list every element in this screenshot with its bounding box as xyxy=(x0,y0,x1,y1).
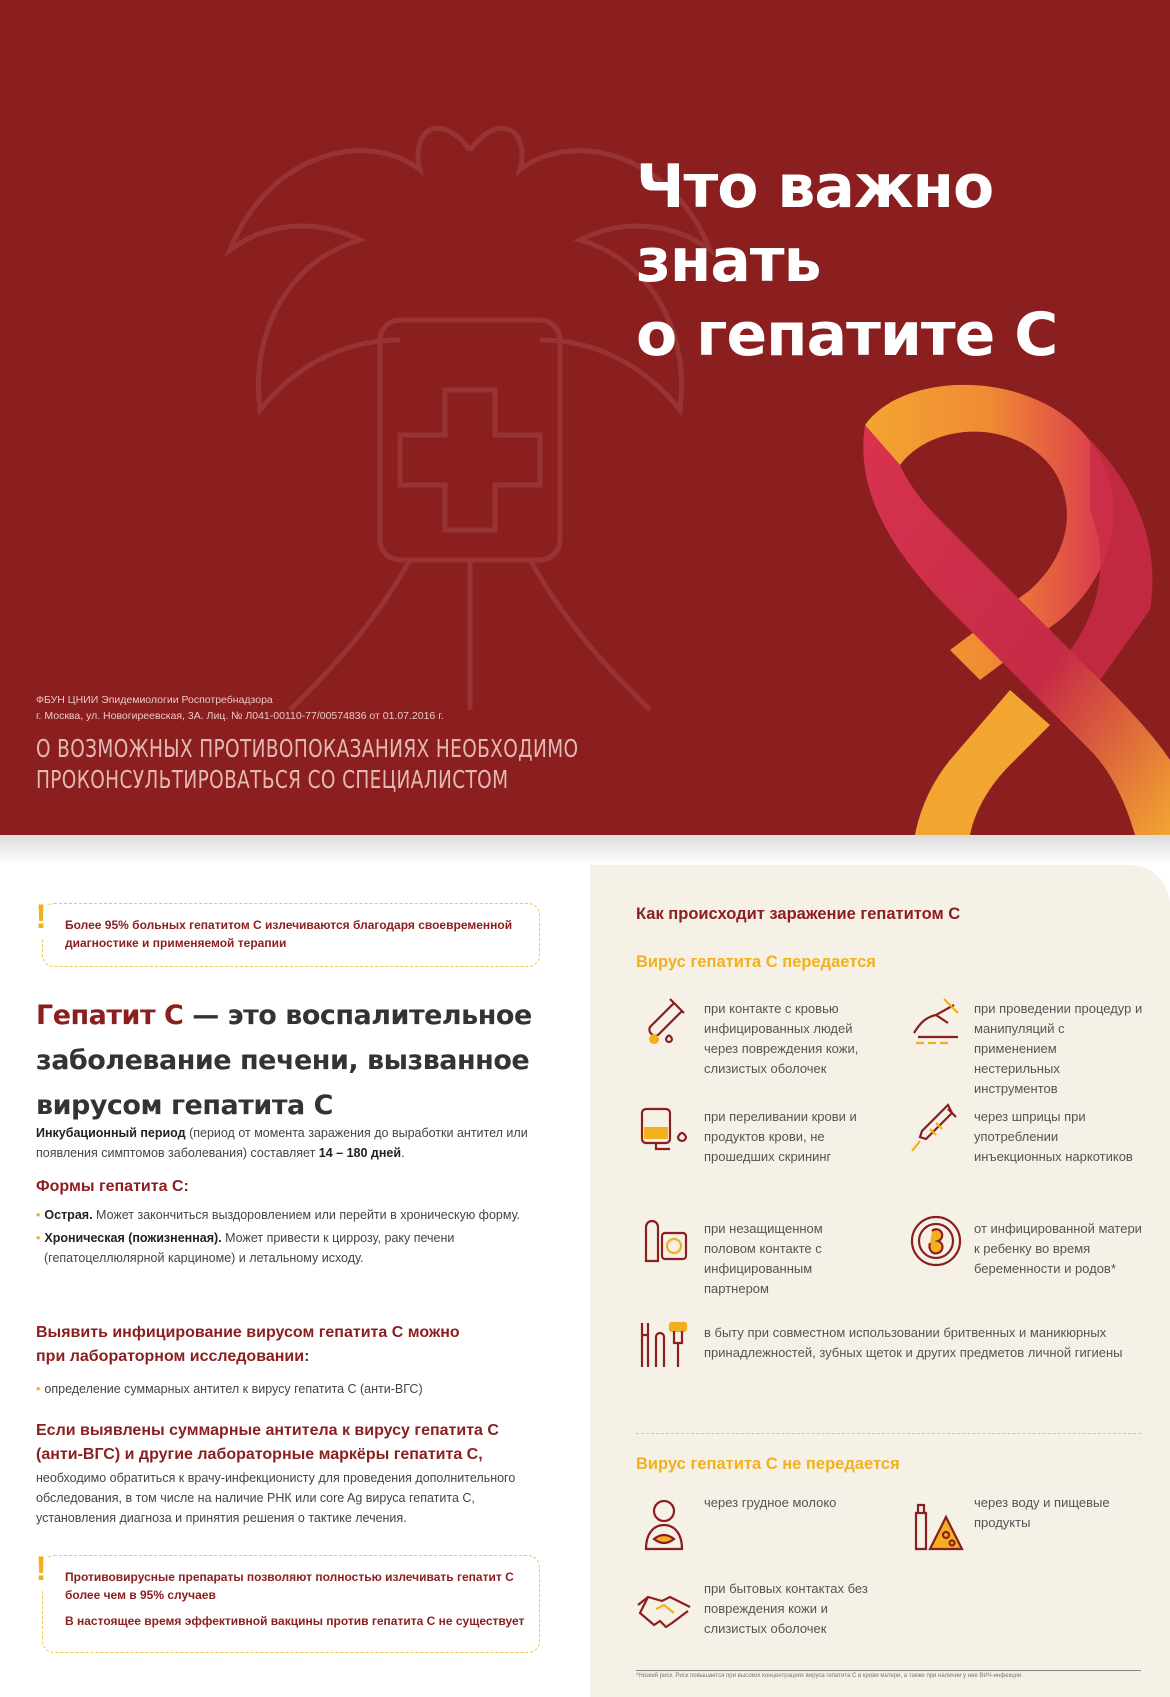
manicure-hand-icon xyxy=(908,993,964,1049)
form-text: Может привести к циррозу, раку печени (гепатоцеллюлярной карциноме) и летальному исходу. xyxy=(44,1231,455,1265)
transmission-item-text: от инфицированной матери к ребенку во время беременности и родов* xyxy=(974,1221,1142,1276)
bullet-dot-icon: • xyxy=(36,1382,41,1396)
form-item xyxy=(36,1205,556,1225)
cover-title-line: о гепатите С xyxy=(636,300,1058,370)
callout-text: В настоящее время эффективной вакцины против гепатита С не существует xyxy=(65,1614,525,1628)
condom-icon xyxy=(636,1213,692,1269)
blood-bag-icon xyxy=(636,1101,692,1157)
form-item xyxy=(36,1228,556,1268)
transmitted-subtitle: Вирус гепатита С передается xyxy=(636,953,876,971)
cover-title-line: Что важно xyxy=(636,152,994,222)
not-transmitted-subtitle: Вирус гепатита С не передается xyxy=(636,1455,900,1473)
not-transmitted-item-text: через воду и пищевые продукты xyxy=(974,1495,1110,1530)
forms-title: Формы гепатита С: xyxy=(36,1178,189,1195)
detect-text: определение суммарных антител к вирусу гепатита С (анти-ВГС) xyxy=(44,1382,423,1396)
incubation-days: 14 – 180 дней xyxy=(318,1146,402,1160)
transmission-item-text: в быту при совместном использовании бритвенных и маникюрных принадлежностей, зубных щеток и других предметов личной гигиены xyxy=(704,1325,1123,1360)
incubation-paragraph xyxy=(36,1123,556,1163)
callout-text: Более 95% больных гепатитом С излечиваются благодаря своевременной диагностике и применяемой терапии xyxy=(65,918,513,950)
warning-line: О ВОЗМОЖНЫХ ПРОТИВОПОКАЗАНИЯХ НЕОБХОДИМО xyxy=(36,734,579,763)
transmission-item-text: при незащищенном половом контакте с инфицированным партнером xyxy=(704,1221,823,1296)
exclamation-icon: ! xyxy=(35,898,47,936)
page-fold-shadow xyxy=(0,835,1170,865)
breastfeeding-icon xyxy=(636,1497,692,1553)
form-label: Хроническая (пожизненная). xyxy=(44,1231,222,1245)
heading-definition: — это воспалительное заболевание печени, вызванное вирусом гепатита С xyxy=(36,1000,532,1121)
handshake-icon xyxy=(636,1583,692,1639)
detect-title: Выявить инфицирование вирусом гепатита С можно при лабораторном исследовании: xyxy=(36,1324,460,1365)
antibody-text: необходимо обратиться к врачу-инфекционисту для проведения дополнительного обследования, в том числе на наличие РНК или core Ag вируса гепатита С, установления диагноза и принятия решения о тактике лечения. xyxy=(36,1471,516,1525)
bullet-dot-icon: • xyxy=(36,1208,41,1222)
antibody-title: Если выявлены суммарные антитела к вирусу гепатита С (анти-ВГС) и другие лабораторные маркёры гепатита С, xyxy=(36,1422,499,1463)
fetus-icon xyxy=(908,1213,964,1269)
incubation-text: (период от момента заражения до выработки антител или появления симптомов заболевания) составляет xyxy=(36,1126,528,1160)
bullet-dot-icon: • xyxy=(36,1231,41,1245)
transmission-item-text: при переливании крови и продуктов крови, не прошедших скрининг xyxy=(704,1109,857,1164)
info-callout xyxy=(35,898,540,967)
transmission-title: Как происходит заражение гепатитом С xyxy=(636,905,961,923)
callout-text: Противовирусные препараты позволяют полностью излечивать гепатит С более чем в 95% случаев xyxy=(65,1570,514,1602)
detect-item xyxy=(36,1379,556,1399)
transmission-item-text: через шприцы при употреблении инъекционных наркотиков xyxy=(974,1109,1133,1164)
org-name: ФБУН ЦНИИ Эпидемиологии Роспотребнадзора xyxy=(36,694,273,706)
hygiene-items-icon xyxy=(636,1317,692,1373)
cover-title-line: знать xyxy=(636,226,821,296)
transmission-item-text: при проведении процедур и манипуляций с применением нестерильных инструментов xyxy=(974,1001,1143,1096)
not-transmitted-item-text: через грудное молоко xyxy=(704,1495,837,1510)
warning-line: ПРОКОНСУЛЬТИРОВАТЬСЯ СО СПЕЦИАЛИСТОМ xyxy=(36,765,509,794)
form-label: Острая. xyxy=(44,1208,93,1222)
test-tube-blood-icon xyxy=(636,993,692,1049)
section-divider xyxy=(636,1433,1141,1434)
form-text: Может закончиться выздоровлением или перейти в хроническую форму. xyxy=(92,1208,521,1222)
syringe-icon xyxy=(908,1101,964,1157)
not-transmitted-item-text: при бытовых контактах без повреждения кожи и слизистых оболочек xyxy=(704,1581,868,1636)
main-heading xyxy=(36,993,556,1128)
cover-page xyxy=(0,0,1170,835)
incubation-end: . xyxy=(401,1146,405,1160)
cover-organization xyxy=(36,692,444,724)
cover-warning xyxy=(36,733,578,795)
right-page xyxy=(590,865,1170,1697)
cover-title xyxy=(636,150,1096,372)
org-address: г. Москва, ул. Новогиреевская, 3А. Лиц. № Л041-00110-77/00574836 от 01.07.2016 г. xyxy=(36,710,444,722)
footnote xyxy=(636,1670,1141,1679)
incubation-label: Инкубационный период xyxy=(36,1126,186,1140)
transmission-item-text: при контакте с кровью инфицированных людей через повреждения кожи, слизистых оболочек xyxy=(704,1001,859,1076)
exclamation-icon: ! xyxy=(35,1550,47,1588)
info-callout xyxy=(35,1550,540,1653)
food-water-icon xyxy=(908,1497,964,1553)
awareness-ribbon-icon xyxy=(860,380,1170,835)
left-page xyxy=(0,865,590,1697)
footnote-text: *Низкий риск. Риск повышается при высоких концентрациях вируса гепатита С в крови матери, а также при наличии у нее ВИЧ-инфекции. xyxy=(636,1673,1024,1679)
heading-term: Гепатит С xyxy=(36,1000,184,1031)
